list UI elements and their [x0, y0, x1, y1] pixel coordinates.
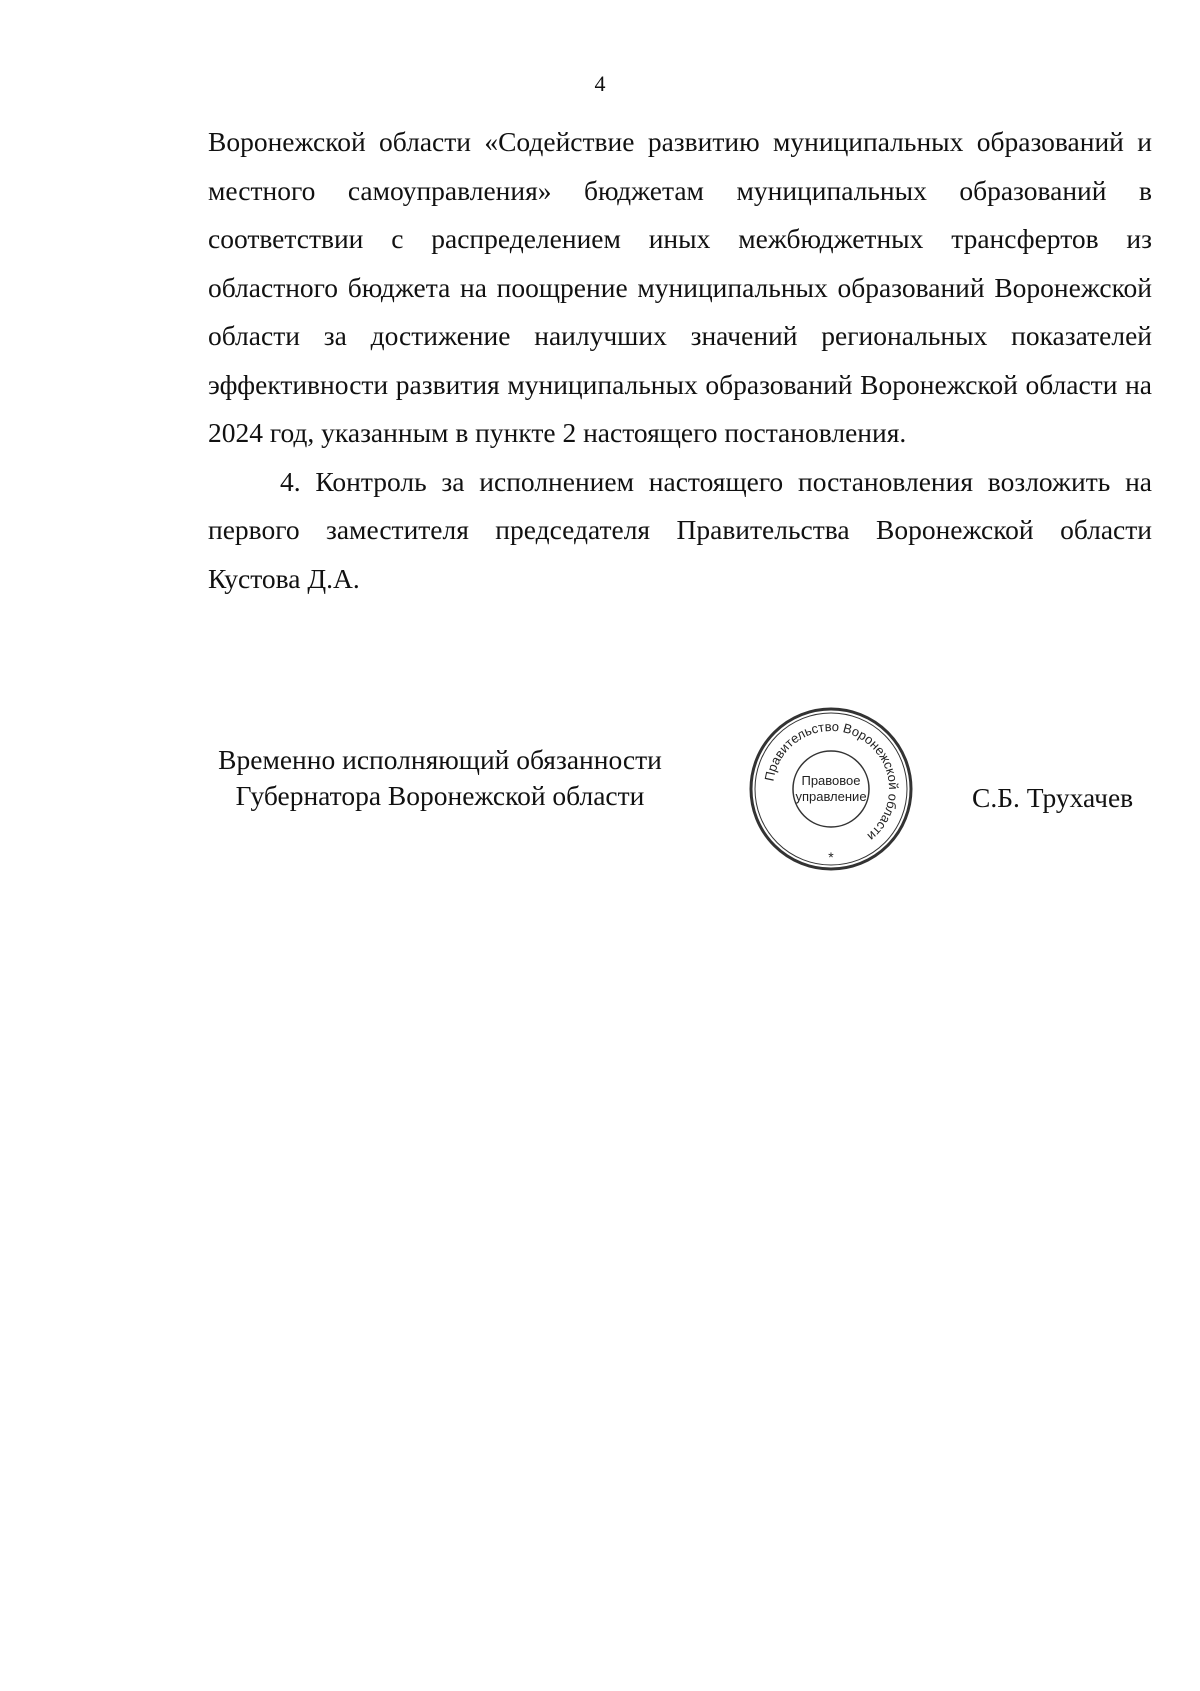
paragraph-4: 4. Контроль за исполнением настоящего постановления возложить на первого заместителя председателя Правительства Воронежской области Кустова Д.А.	[208, 465, 1152, 594]
stamp-star: *	[828, 849, 834, 865]
stamp-center-text-2: управление	[795, 789, 867, 804]
stamp-ring-text: Правительство Воронежской области	[761, 718, 902, 845]
signatory-position	[200, 742, 680, 814]
page-number: 4	[594, 71, 606, 96]
signatory-position-line-2: Губернатора Воронежской области	[235, 780, 645, 811]
official-stamp	[746, 704, 916, 874]
document-body	[208, 118, 1152, 603]
stamp-center-text-1: Правовое	[801, 773, 861, 788]
paragraph-continuation: Воронежской области «Содействие развитию муниципальных образований и местного самоуправления» бюджетам муниципальных образований в соответствии с распределением иных межбюджетных трансфертов из областного бюджета на поощрение муниципальных образований Воронежской области за достижение наилучших значений региональных показателей эффективности развития муниципальных образований Воронежской области на 2024 год, указанным в пункте 2 настоящего постановления.	[208, 126, 1152, 448]
signatory-position-line-1: Временно исполняющий обязанности	[218, 744, 662, 775]
signatory-name: С.Б. Трухачев	[972, 782, 1134, 813]
